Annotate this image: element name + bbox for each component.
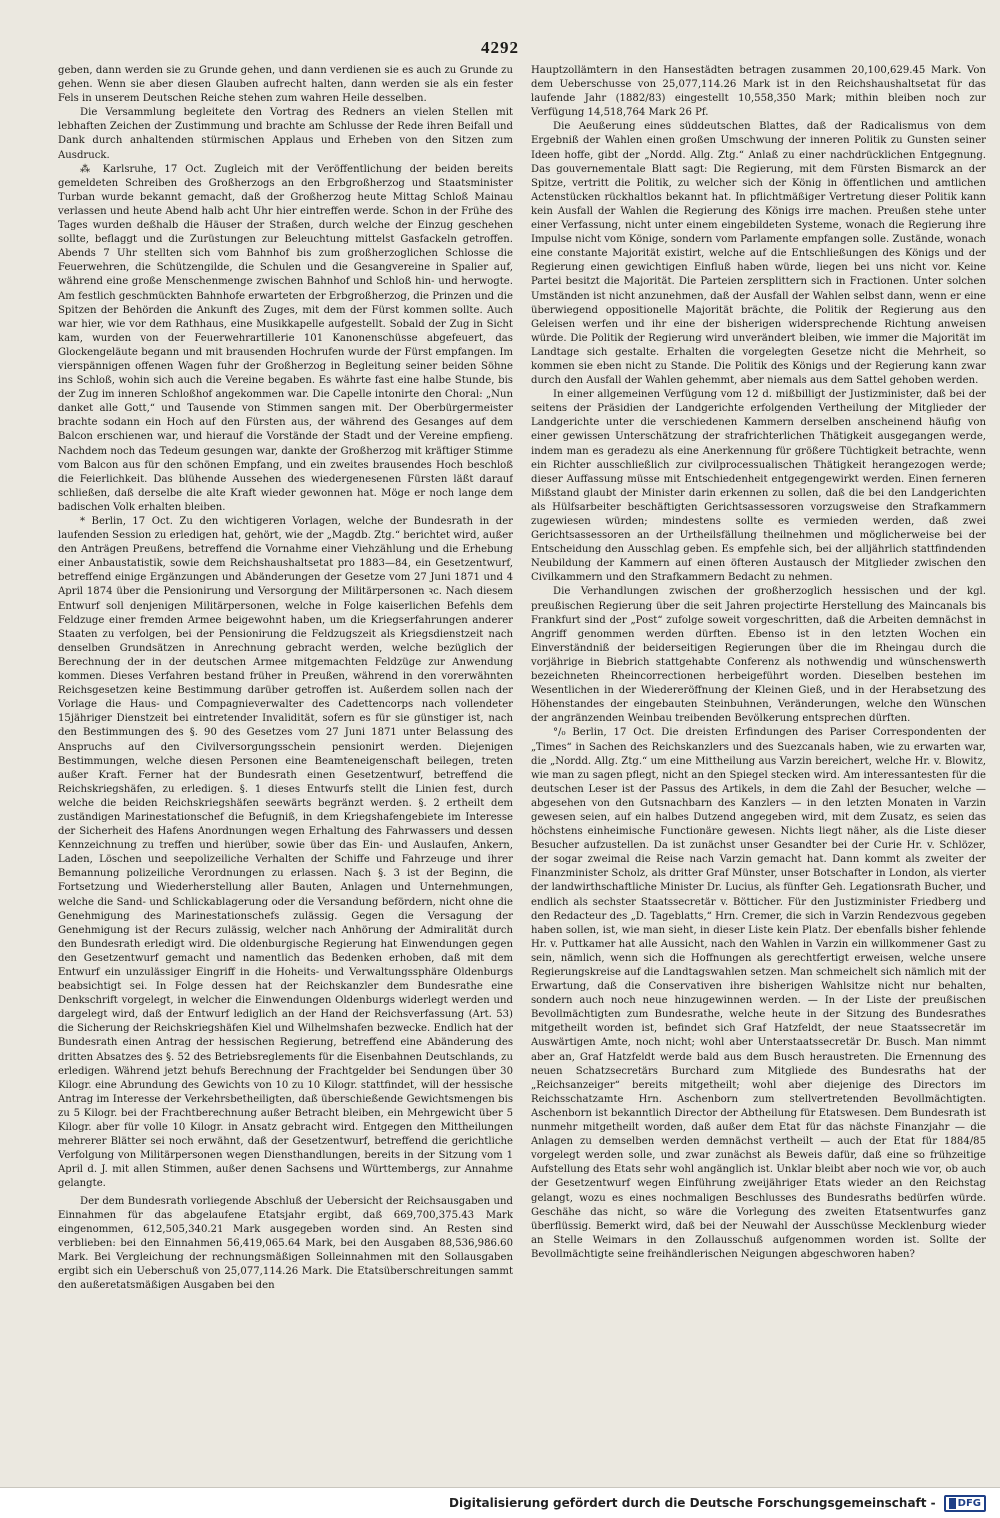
- right-column: [531, 64, 986, 1452]
- paragraph: * Berlin, 17 Oct. Zu den wichtigeren Vorlagen, welche der Bundesrath in der laufenden Session zu erledigen hat, gehört, wie der „Magdb. Ztg.“ berichtet wird, außer den Anträgen Preußens, betreffend die Vornahme einer Viehzählung und die Erhebung einer Anbaustatistik, sowie dem Reichshaushaltsetat pro 1883—84, ein Gesetzentwurf, betreffend einige Ergänzungen und Abänderungen der Gesetze vom 27 Juni 1871 und 4 April 1874 über die Pensionirung und Versorgung der Militärpersonen ꝛc. Nach diesem Entwurf soll denjenigen Militärpersonen, welche in Folge kaiserlichen Befehls dem Feldzuge einer fremden Armee beigewohnt haben, um die Kriegserfahrungen anderer Staaten zu verfolgen, bei der Pensionirung die Feldzugszeit als Kriegsdienstzeit nach denselben Grundsätzen in Anrechnung gebracht werden, welche bezüglich der Berechnung der in der deutschen Armee mitgemachten Feldzüge zur Anwendung kommen. Dieses Verfahren bestand früher in Preußen, während in den vorerwähnten Reichsgesetzen keine Bestimmung darüber getroffen ist. Außerdem sollen nach der Vorlage die Haus- und Compagnieverwalter des Cadettencorps nach vollendeter 15jähriger Dienstzeit bei eintretender Invalidität, sofern es für sie günstiger ist, nach den Bestimmungen des §. 90 des Gesetzes vom 27 Juni 1871 unter Belassung des Anspruchs auf den Civilversorgungsschein pensionirt werden. Diejenigen Bestimmungen, welche diesen Personen eine Beamteneigenschaft beilegen, treten außer Kraft. Ferner hat der Bundesrath einen Gesetzentwurf, betreffend die Reichskriegshäfen, zu erledigen. §. 1 dieses Entwurfs stellt die Linien fest, durch welche die beiden Reichskriegshäfen seewärts begränzt werden. §. 2 ertheilt dem zuständigen Marinestationschef die Befugniß, in dem Kriegshafengebiete im Interesse der Sicherheit des Hafens Anordnungen wegen Erhaltung des Fahrwassers und dessen Kennzeichnung zu treffen und hierüber, sowie über das Ein- und Auslaufen, Ankern, Laden, Löschen und seepolizeiliche Verhalten der Schiffe und Fahrzeuge und ihrer Bemannung polizeiliche Verordnungen zu erlassen. Nach §. 3 ist der Beginn, die Fortsetzung und Wiederherstellung aller Bauten, Anlagen und Unternehmungen, welche die Sand- und Schlickablagerung oder die Versandung befördern, nicht ohne die Genehmigung des Marinestationschefs zulässig. Gegen die Versagung der Genehmigung ist der Recurs zulässig, welcher nach Anhörung der Admiralität durch den Bundesrath erledigt wird. Die oldenburgische Regierung hat Einwendungen gegen den Gesetzentwurf gemacht und namentlich das Bedenken erhoben, daß mit dem Entwurf ein unzulässiger Eingriff in die Hoheits- und Verwaltungssphäre Oldenburgs beabsichtigt sei. In Folge dessen hat der Reichskanzler dem Bundesrathe eine Denkschrift vorgelegt, in welcher die Einwendungen Oldenburgs widerlegt werden und dargelegt wird, daß der Entwurf lediglich an der Hand der Reichsverfassung (Art. 53) die Sicherung der Reichskriegshäfen Kiel und Wilhelmshafen bezwecke. Endlich hat der Bundesrath einen Antrag der hessischen Regierung, betreffend eine Abänderung des dritten Absatzes des §. 52 des Betriebsreglements für die Eisenbahnen Deutschlands, zu erledigen. Während jetzt behufs Berechnung der Frachtgelder bei Sendungen über 30 Kilogr. eine Abrundung des Gewichts von 10 zu 10 Kilogr. stattfindet, will der hessische Antrag im Interesse der Verkehrsbetheiligten, daß überschießende Gewichtsmengen bis zu 5 Kilogr. bei der Frachtberechnung außer Betracht bleiben, ein Mehrgewicht über 5 Kilogr. aber für volle 10 Kilogr. in Ansatz gebracht wird. Entgegen den Mittheilungen mehrerer Blätter sei noch erwähnt, daß der Gesetzentwurf, betreffend die gerichtliche Verfolgung von Militärpersonen wegen Diensthandlungen, bereits in der Sitzung vom 1 April d. J. mit allen Stimmen, außer denen Sachsens und Württembergs, zur Annahme gelangte.: [58, 516, 513, 1190]
- dfg-logo[interactable]: [944, 1495, 986, 1512]
- paragraph: ⁂ Karlsruhe, 17 Oct. Zugleich mit der Veröffentlichung der beiden bereits gemeldeten Schreiben des Großherzogs an den Erbgroßherzog und Staatsminister Turban wurde bekannt gemacht, daß der Großherzog heute Mittag Schloß Mainau verlassen und heute Abend halb acht Uhr hier eintreffen werde. Schon in der Frühe des Tages wurden deßhalb die Häuser der Straßen, durch welche der Einzug geschehen sollte, beflaggt und die Zurüstungen zur Beleuchtung mittelst Gasfackeln getroffen. Abends 7 Uhr stellten sich vom Bahnhof bis zum großherzoglichen Schlosse die Feuerwehren, die Schützengilde, die Schulen und die Gesangvereine in Spalier auf, während eine große Menschenmenge zwischen Bahnhof und Schloß hin- und herwogte. Am festlich geschmückten Bahnhofe erwarteten der Erbgroßherzog, die Prinzen und die Spitzen der Behörden die Ankunft des Zuges, mit dem der Fürst kommen sollte. Auch war hier, wie vor dem Rathhaus, eine Musikkapelle aufgestellt. Sobald der Zug in Sicht kam, wurden von der Feuerwehrartillerie 101 Kanonenschüsse abgefeuert, das Glockengeläute begann und mit brausenden Hochrufen wurde der Fürst empfangen. Im vierspännigen offenen Wagen fuhr der Großherzog in Begleitung seiner beiden Söhne ins Schloß, wohin sich auch die Vereine begaben. Es währte fast eine halbe Stunde, bis der Zug im inneren Schloßhof angekommen war. Die Capelle intonirte den Choral: „Nun danket alle Gott,“ und Tausende von Stimmen sangen mit. Der Oberbürgermeister brachte sodann ein Hoch auf den Fürsten aus, der während des Gesanges auf dem Balcon erschienen war, und hierauf die Vorstände der Stadt und der Vereine empfieng. Nachdem noch das Tedeum gesungen war, dankte der Großherzog mit kräftiger Stimme vom Balcon aus für den schönen Empfang, und ein zweites brausendes Hoch beschloß die Feierlichkeit. Das blühende Aussehen des wiedergenesenen Fürsten läßt darauf schließen, daß derselbe die alte Kraft wieder gewonnen hat. Möge er noch lange dem badischen Volk erhalten bleiben.: [58, 163, 513, 513]
- paragraph: °/₀ Berlin, 17 Oct. Die dreisten Erfindungen des Pariser Correspondenten der „Times“ in Sachen des Reichskanzlers und des Suezcanals haben, wie zu erwarten war, die „Nordd. Allg. Ztg.“ um eine Mittheilung aus Varzin bereichert, welche Hr. v. Blowitz, wie man zu sagen pflegt, nicht an den Spiegel stecken wird. Am interessantesten für die deutschen Leser ist der Passus des Artikels, in dem die Zahl der Besucher, welche — abgesehen von den Gutsnachbarn des Kanzlers — in den letzten Monaten in Varzin gewesen seien, auf ein halbes Dutzend angegeben wird, mit dem Zusatz, es seien das höchstens einheimische Functionäre gewesen. Nichts liegt näher, als die Liste dieser Besucher aufzustellen. Da ist zunächst unser Gesandter bei der Curie Hr. v. Schlözer, der sogar zweimal die Reise nach Varzin gemacht hat. Dann kommt als zweiter der Finanzminister Scholz, als dritter Graf Münster, unser Botschafter in London, als vierter der landwirthschaftliche Minister Dr. Lucius, als fünfter Geh. Legationsrath Bucher, und endlich als sechster Staatssecretär v. Bötticher. Für den Justizminister Friedberg und den Redacteur des „D. Tageblatts,“ Hrn. Cremer, die sich in Varzin Rendezvous gegeben haben sollen, ist, wie man sieht, in dieser Liste kein Platz. Der ebenfalls bisher fehlende Hr. v. Puttkamer hat alle Aussicht, nach den Wahlen in Varzin ein willkommener Gast zu sein, nämlich, wenn sich die Hoffnungen als gerechtfertigt erweisen, welche unsere Regierungskreise auf die Landtagswahlen setzen. Man schmeichelt sich nämlich mit der Erwartung, daß die Conservativen ihre bisherigen Wahlsitze nicht nur behalten, sondern auch noch neue hinzugewinnen werden. — In der Liste der preußischen Bevollmächtigten zum Bundesrathe, welche heute in der Sitzung des Bundesrathes mitgetheilt worden ist, befindet sich Graf Hatzfeldt, der neue Staatssecretär im Auswärtigen Amte, noch nicht; wohl aber Unterstaatssecretär Dr. Busch. Man nimmt aber an, Graf Hatzfeldt werde bald aus dem Busch heraustreten. Die Ernennung des neuen Schatzsecretärs Burchard zum Mitgliede des Bundesraths hat der „Reichsanzeiger“ bereits mitgetheilt; wohl aber diejenige des Directors im Reichsschatzamte Hrn. Aschenborn zum stellvertretenden Bevollmächtigten. Aschenborn ist bekanntlich Director der Abtheilung für Etatswesen. Dem Bundesrath ist nunmehr mitgetheilt worden, daß außer dem Etat für das nächste Finanzjahr — die Anlagen zu demselben werden demnächst vertheilt — auch der Etat für 1884/85 vorgelegt werden solle, und zwar zunächst als Beweis dafür, daß eine so frühzeitige Aufstellung des Etats sehr wohl angänglich ist. Unklar bleibt aber noch wie vor, ob auch der Gesetzentwurf wegen Einführung zweijähriger Etats wieder an den Reichstag gelangt, wozu es eines nochmaligen Beschlusses des Bundesraths bedürfen würde. Geschähe das nicht, so wäre die Vorlegung des zweiten Etatsentwurfes ganz überflüssig. Bemerkt wird, daß bei der Neuwahl der Ausschüsse Mecklenburg wieder an Stelle Weimars in den Zollausschuß aufgenommen worden ist. Sollte der Bevollmächtigte seine freihändlerischen Neigungen abgeschworen haben?: [531, 727, 986, 1260]
- footer-bar: [0, 1487, 1000, 1518]
- article-columns: [58, 64, 986, 1452]
- page-number: 4292: [481, 38, 519, 57]
- paragraph: Die Aeußerung eines süddeutschen Blattes, daß der Radicalismus von dem Ergebniß der Wahlen einen großen Umschwung der inneren Politik zu Gunsten seiner Ideen hoffe, gibt der „Nordd. Allg. Ztg.“ Anlaß zu einer nachdrücklichen Entgegnung. Das gouvernementale Blatt sagt: Die Regierung, mit dem Fürsten Bismarck an der Spitze, vertritt die Politik, zu welcher sich der König in öffentlichen und amtlichen Actenstücken rückhaltlos bekannt hat. In pflichtmäßiger Vertretung dieser Politik kann kein Ausfall der Wahlen die Regierung des Königs irre machen. Preußen stehe unter einer Verfassung, nicht unter einem eingebildeten Systeme, wonach die Regierung ihre Impulse nicht vom Könige, sondern vom Parlamente empfangen solle. Zustände, wonach eine constante Majorität existirt, welche auf die Entschließungen des Königs und der Regierung einen gewichtigen Einfluß haben würde, liegen bei uns nicht vor. Keine Partei besitzt die Majorität. Die Parteien zersplittern sich in Fractionen. Unter solchen Umständen ist nicht anzunehmen, daß der Ausfall der Wahlen selbst dann, wenn er eine überwiegend oppositionelle Majorität brächte, die Politik der Regierung aus den Geleisen werfen und ihr eine der bisherigen widersprechende Richtung anweisen würde. Die Politik der Regierung wird unverändert bleiben, wie immer die Majorität im Landtage sich gestalte. Erhalten die vorgelegten Gesetze nicht die Mehrheit, so kommen sie eben nicht zu Stande. Die Politik des Königs und der Regierung kann zwar durch den Ausfall der Wahlen gehemmt, aber niemals aus dem Sattel gehoben werden.: [531, 121, 986, 387]
- paragraph: In einer allgemeinen Verfügung vom 12 d. mißbilligt der Justizminister, daß bei der seitens der Präsidien der Landgerichte erfolgenden Vertheilung der Mitglieder der Landgerichte unter die verschiedenen Kammern derselben anscheinend häufig von einer gewissen Unterschätzung der strafrichterlichen Thätigkeit ausgegangen werde, indem man es geradezu als eine Anerkennung für größere Tüchtigkeit betrachte, wenn ein Richter ausschließlich zur civilprocessualischen Thätigkeit herangezogen werde; dieser Auffassung müsse mit Entschiedenheit entgegengewirkt werden. Einen ferneren Mißstand glaubt der Minister darin erkennen zu sollen, daß die bei den Landgerichten als Hülfsarbeiter beschäftigten Gerichtsassessoren vorzugsweise den Strafkammern zugewiesen würden; mindestens sollte es vermieden werden, daß zwei Gerichtsassessoren an der Urtheilsfällung theilnehmen und möglicherweise bei der Entscheidung den Ausschlag geben. Es empfehle sich, bei der alljährlich stattfindenden Neubildung der Kammern auf einen öfteren Austausch der Mitglieder zwischen den Civilkammern und den Strafkammern Bedacht zu nehmen.: [531, 389, 986, 584]
- paragraph: Die Verhandlungen zwischen der großherzoglich hessischen und der kgl. preußischen Regierung über die seit Jahren projectirte Herstellung des Maincanals bis Frankfurt sind der „Post“ zufolge soweit vorgeschritten, daß die Arbeiten demnächst in Angriff genommen werden dürften. Ebenso ist in den letzten Wochen ein Einverständniß der beiderseitigen Regierungen über die im Rheingau durch die vorjährige in Biebrich stattgehabte Conferenz als nothwendig und wünschenswerth bezeichneten Rheincorrectionen herbeigeführt worden. Dieselben bestehen im Wesentlichen in der Wiedereröffnung der Kleinen Gieß, und in der Herabsetzung des Höhenstandes der eingebauten Steinbuhnen, Veränderungen, welche den Wünschen der angränzenden Weinbau treibenden Bevölkerung entsprechen dürften.: [531, 586, 986, 725]
- dfg-mark-icon: [949, 1498, 956, 1509]
- dfg-logo-text: DFG: [957, 1497, 981, 1509]
- paragraph: Der dem Bundesrath vorliegende Abschluß der Uebersicht der Reichsausgaben und Einnahmen für das abgelaufene Etatsjahr ergibt, daß 669,700,375.43 Mark eingenommen, 612,505,340.21 Mark ausgegeben worden sind. An Resten sind verblieben: bei den Einnahmen 56,419,065.64 Mark, bei den Ausgaben 88,536,986.60 Mark. Bei Vergleichung der rechnungsmäßigen Solleinnahmen mit den Sollausgaben ergibt sich ein Ueberschuß von 25,077,114.26 Mark. Die Etatsüberschreitungen sammt den außeretatsmäßigen Ausgaben bei den: [58, 1195, 513, 1292]
- paragraph: geben, dann werden sie zu Grunde gehen, und dann verdienen sie es auch zu Grunde zu gehen. Wenn sie aber diesen Glauben aufrecht halten, dann werden sie als ein fester Fels in unserem Deutschen Reiche stehen zum wahren Heile desselben.: [58, 65, 513, 105]
- paragraph: Hauptzollämtern in den Hansestädten betragen zusammen 20,100,629.45 Mark. Von dem Ueberschusse von 25,077,114.26 Mark ist in den Reichshaushaltsetat für das laufende Jahr (1882/83) eingestellt 10,558,350 Mark; mithin bleiben noch zur Verfügung 14,518,764 Mark 26 Pf.: [531, 65, 986, 119]
- paragraph: Die Versammlung begleitete den Vortrag des Redners an vielen Stellen mit lebhaften Zeichen der Zustimmung und brachte am Schlusse der Rede ihren Beifall und Dank durch anhaltenden stürmischen Applaus und Erheben von den Sitzen zum Ausdruck.: [58, 107, 513, 161]
- left-column: [58, 64, 513, 1452]
- footer-credit: Digitalisierung gefördert durch die Deutsche Forschungsgemeinschaft -: [449, 1496, 936, 1510]
